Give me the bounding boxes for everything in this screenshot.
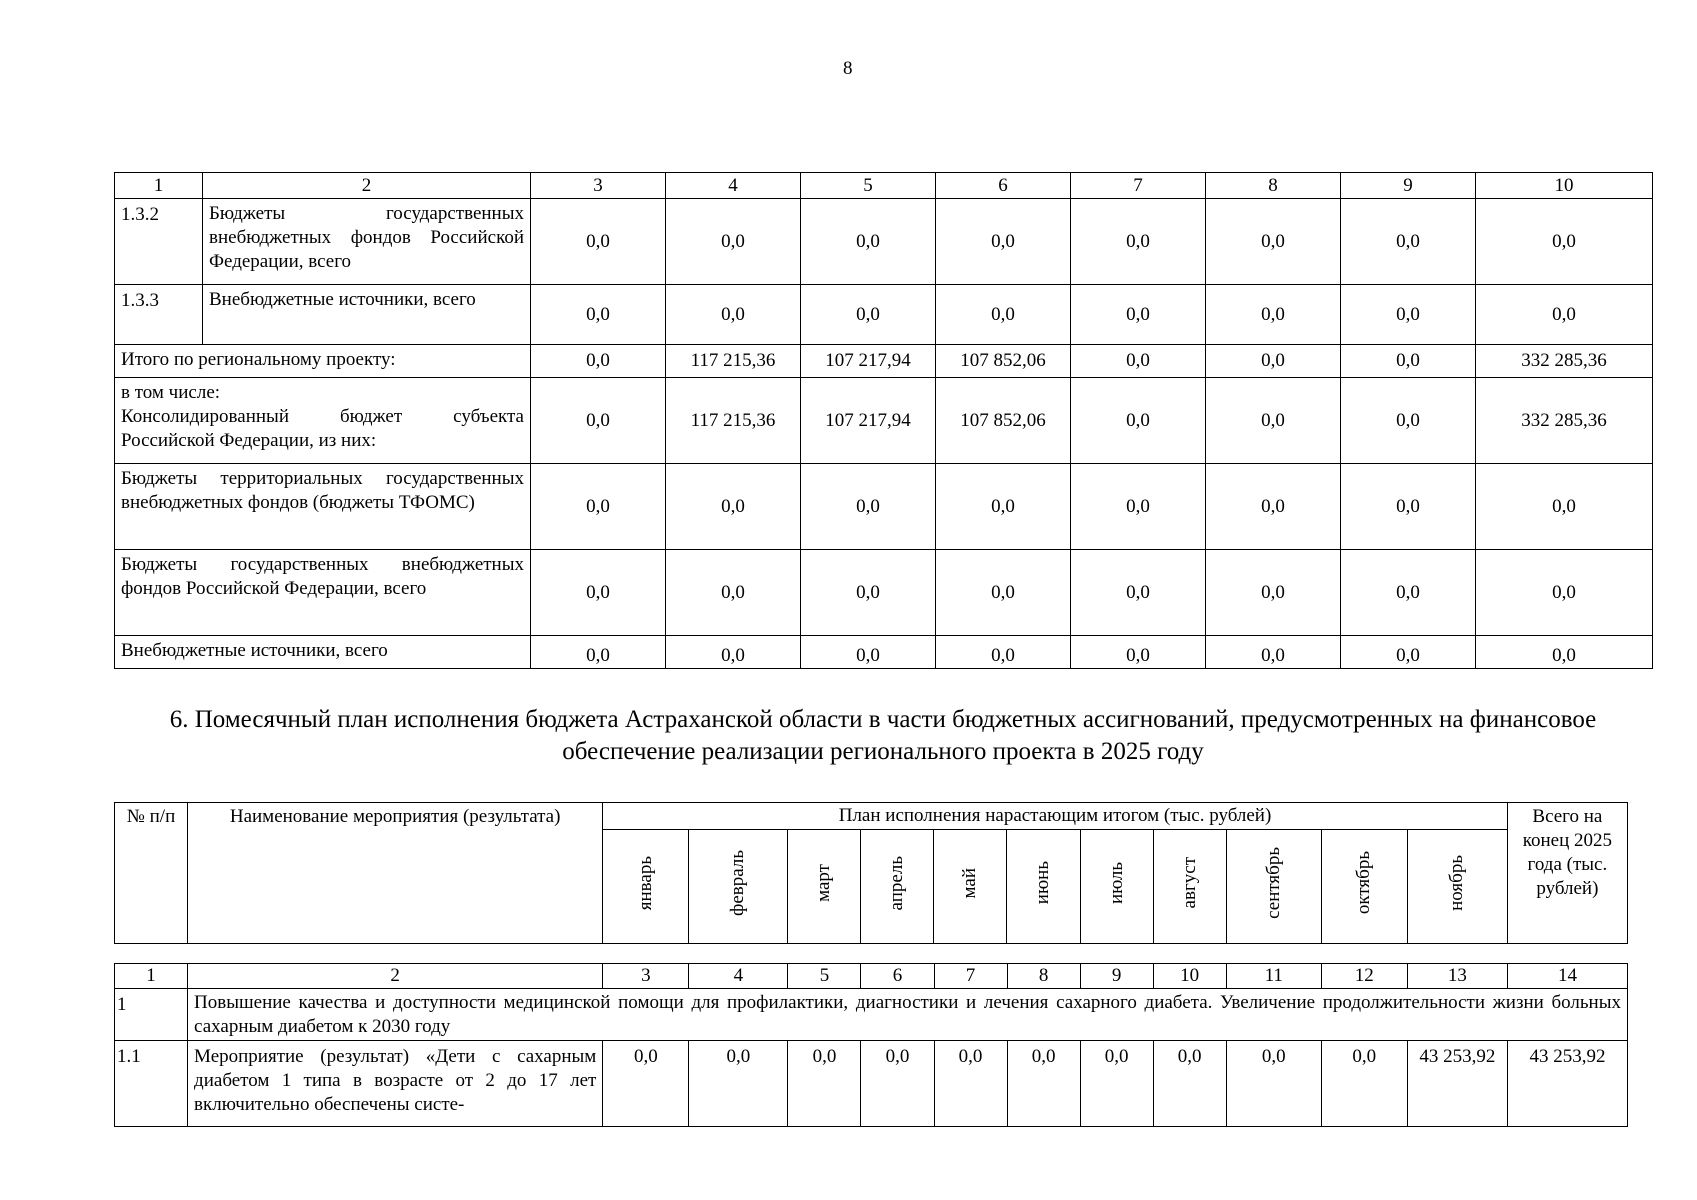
budget-row-name: Бюджеты государственных внебюджетных фондов Российской Федерации, всего <box>203 199 531 285</box>
budget-value-cell: 0,0 <box>1341 550 1476 636</box>
budget-value-cell: 0,0 <box>1341 378 1476 464</box>
budget-value-cell: 332 285,36 <box>1476 378 1653 464</box>
budget-value-cell: 0,0 <box>1071 345 1206 378</box>
plan-value-cell: 0,0 <box>1153 1041 1226 1127</box>
budget-header-cell: 1 <box>115 173 203 199</box>
plan-table-header-row <box>115 964 1628 989</box>
budget-row-num: 1.3.2 <box>115 199 203 285</box>
budget-header-cell: 3 <box>531 173 666 199</box>
plan-header-cell: 14 <box>1507 964 1627 989</box>
month-label: сентябрь <box>1262 847 1284 919</box>
plan-header-table <box>114 802 1628 944</box>
month-label: август <box>1178 857 1200 909</box>
month-label: май <box>959 867 981 899</box>
plan-value-cell: 0,0 <box>1007 1041 1080 1127</box>
month-label: июнь <box>1032 861 1054 905</box>
plan-value-cell: 0,0 <box>934 1041 1007 1127</box>
budget-value-cell: 332 285,36 <box>1476 345 1653 378</box>
budget-row-name: Бюджеты территориальных государственных внебюджетных фондов (бюджеты ТФОМС) <box>115 464 531 550</box>
budget-value-cell: 0,0 <box>531 550 666 636</box>
plan-value-cell: 43 253,92 <box>1407 1041 1507 1127</box>
budget-row <box>115 285 1653 345</box>
budget-value-cell: 0,0 <box>1071 464 1206 550</box>
budget-value-cell: 0,0 <box>666 464 801 550</box>
plan-header-cell: 12 <box>1321 964 1407 989</box>
plan-column-header: План исполнения нарастающим итогом (тыс. рублей) <box>603 803 1508 830</box>
name-column-header: Наименование мероприятия (результата) <box>188 803 603 944</box>
month-label: апрель <box>886 855 908 911</box>
budget-value-cell: 0,0 <box>801 636 936 669</box>
goal-text: Повышение качества и доступности медицинской помощи для профилактики, диагностики и лечения сахарного диабета. Увеличение продолжительности жизни больных сахарным диабетом к 2030 году <box>188 989 1628 1041</box>
budget-value-cell: 0,0 <box>1341 285 1476 345</box>
budget-value-cell: 0,0 <box>801 550 936 636</box>
month-header-cell <box>1007 830 1080 944</box>
plan-header-cell: 4 <box>689 964 788 989</box>
month-header-cell <box>788 830 861 944</box>
budget-header-cell: 4 <box>666 173 801 199</box>
budget-value-cell: 0,0 <box>1206 378 1341 464</box>
budget-value-cell: 0,0 <box>1071 636 1206 669</box>
page-number: 8 <box>843 58 853 79</box>
budget-value-cell: 107 217,94 <box>801 378 936 464</box>
month-label: январь <box>634 855 656 911</box>
budget-row-name: Внебюджетные источники, всего <box>115 636 531 669</box>
budget-header-cell: 2 <box>203 173 531 199</box>
plan-header-cell: 3 <box>603 964 689 989</box>
budget-value-cell: 0,0 <box>531 636 666 669</box>
budget-header-cell: 5 <box>801 173 936 199</box>
budget-value-cell: 0,0 <box>1206 464 1341 550</box>
budget-value-cell: 107 217,94 <box>801 345 936 378</box>
num-column-header: № п/п <box>115 803 188 944</box>
month-header-cell <box>1407 830 1507 944</box>
plan-row-goal <box>115 989 1628 1041</box>
month-label: октябрь <box>1353 851 1375 915</box>
month-header-cell <box>1080 830 1153 944</box>
budget-row <box>115 464 1653 550</box>
budget-value-cell: 0,0 <box>1341 345 1476 378</box>
budget-value-cell: 0,0 <box>666 199 801 285</box>
total-column-header: Всего на конец 2025 года (тыс. рублей) <box>1507 803 1627 944</box>
budget-value-cell: 0,0 <box>801 285 936 345</box>
budget-table-body <box>115 173 1653 669</box>
plan-value-cell: 0,0 <box>1080 1041 1153 1127</box>
budget-value-cell: 0,0 <box>1341 464 1476 550</box>
plan-header-cell: 6 <box>861 964 934 989</box>
month-header-cell <box>1321 830 1407 944</box>
month-header-cell <box>934 830 1007 944</box>
plan-value-cell: 0,0 <box>1321 1041 1407 1127</box>
budget-value-cell: 0,0 <box>1341 636 1476 669</box>
plan-header-top-row <box>115 803 1628 830</box>
budget-value-cell: 107 852,06 <box>936 378 1071 464</box>
month-label: март <box>813 864 835 902</box>
budget-value-cell: 0,0 <box>1071 550 1206 636</box>
budget-value-cell: 0,0 <box>531 345 666 378</box>
budget-value-cell: 0,0 <box>1206 285 1341 345</box>
budget-row-num: 1.3.3 <box>115 285 203 345</box>
goal-num: 1 <box>115 989 188 1041</box>
budget-value-cell: 0,0 <box>936 464 1071 550</box>
budget-value-cell: 0,0 <box>936 636 1071 669</box>
budget-value-cell: 0,0 <box>1071 199 1206 285</box>
budget-table <box>114 172 1653 669</box>
budget-row <box>115 636 1653 669</box>
budget-header-cell: 9 <box>1341 173 1476 199</box>
month-label: июль <box>1105 861 1127 905</box>
budget-value-cell: 0,0 <box>1476 550 1653 636</box>
budget-header-row <box>115 173 1653 199</box>
budget-row-name: Итого по региональному проекту: <box>115 345 531 378</box>
budget-row <box>115 550 1653 636</box>
plan-header-cell: 9 <box>1080 964 1153 989</box>
budget-value-cell: 0,0 <box>531 464 666 550</box>
plan-header-cell: 5 <box>788 964 861 989</box>
budget-value-cell: 0,0 <box>1206 550 1341 636</box>
plan-row-1-1 <box>115 1041 1628 1127</box>
budget-value-cell: 0,0 <box>936 550 1071 636</box>
budget-value-cell: 0,0 <box>666 636 801 669</box>
budget-value-cell: 0,0 <box>1071 285 1206 345</box>
budget-value-cell: 0,0 <box>1476 464 1653 550</box>
budget-value-cell: 0,0 <box>531 378 666 464</box>
budget-header-cell: 8 <box>1206 173 1341 199</box>
plan-value-cell: 0,0 <box>603 1041 689 1127</box>
plan-value-cell: 0,0 <box>1226 1041 1321 1127</box>
plan-value-cell: 0,0 <box>788 1041 861 1127</box>
row-name: Мероприятие (результат) «Дети с сахарным диабетом 1 типа в возрасте от 2 до 17 лет включительно обеспечены систе- <box>188 1041 603 1127</box>
budget-value-cell: 0,0 <box>936 199 1071 285</box>
plan-header-cell: 13 <box>1407 964 1507 989</box>
budget-value-cell: 0,0 <box>531 199 666 285</box>
plan-header-cell: 2 <box>188 964 603 989</box>
plan-header-cell: 7 <box>934 964 1007 989</box>
budget-value-cell: 0,0 <box>1476 636 1653 669</box>
budget-row-name: в том числе: Консолидированный бюджет субъекта Российской Федерации, из них: <box>115 378 531 464</box>
plan-header-cell: 11 <box>1226 964 1321 989</box>
budget-value-cell: 107 852,06 <box>936 345 1071 378</box>
plan-header-cell: 1 <box>115 964 188 989</box>
budget-header-cell: 6 <box>936 173 1071 199</box>
month-header-cell <box>1226 830 1321 944</box>
budget-row <box>115 345 1653 378</box>
plan-value-cell: 0,0 <box>861 1041 934 1127</box>
budget-row-name: Внебюджетные источники, всего <box>203 285 531 345</box>
budget-value-cell: 0,0 <box>531 285 666 345</box>
budget-value-cell: 0,0 <box>1206 345 1341 378</box>
plan-header-cell: 8 <box>1007 964 1080 989</box>
budget-value-cell: 0,0 <box>1206 199 1341 285</box>
month-header-cell <box>689 830 788 944</box>
month-header-cell <box>861 830 934 944</box>
budget-row <box>115 199 1653 285</box>
budget-value-cell: 0,0 <box>801 199 936 285</box>
budget-value-cell: 0,0 <box>666 550 801 636</box>
plan-table <box>114 963 1628 1127</box>
month-header-cell <box>603 830 689 944</box>
month-label: февраль <box>727 850 749 916</box>
budget-value-cell: 0,0 <box>666 285 801 345</box>
budget-value-cell: 0,0 <box>801 464 936 550</box>
budget-value-cell: 0,0 <box>936 285 1071 345</box>
budget-value-cell: 117 215,36 <box>666 345 801 378</box>
budget-header-cell: 10 <box>1476 173 1653 199</box>
budget-row <box>115 378 1653 464</box>
budget-header-cell: 7 <box>1071 173 1206 199</box>
plan-value-cell: 0,0 <box>689 1041 788 1127</box>
plan-value-cell: 43 253,92 <box>1507 1041 1627 1127</box>
month-header-cell <box>1153 830 1226 944</box>
plan-header-cell: 10 <box>1153 964 1226 989</box>
budget-value-cell: 0,0 <box>1206 636 1341 669</box>
budget-value-cell: 0,0 <box>1341 199 1476 285</box>
budget-value-cell: 0,0 <box>1476 285 1653 345</box>
budget-value-cell: 117 215,36 <box>666 378 801 464</box>
section-title: 6. Помесячный план исполнения бюджета Астраханской области в части бюджетных ассигнований, предусмотренных на финансовое обеспечение реализации регионального проекта в 2025 году <box>169 706 1597 765</box>
budget-value-cell: 0,0 <box>1071 378 1206 464</box>
row-num: 1.1 <box>115 1041 188 1127</box>
budget-row-name: Бюджеты государственных внебюджетных фондов Российской Федерации, всего <box>115 550 531 636</box>
budget-value-cell: 0,0 <box>1476 199 1653 285</box>
month-label: ноябрь <box>1446 855 1468 911</box>
